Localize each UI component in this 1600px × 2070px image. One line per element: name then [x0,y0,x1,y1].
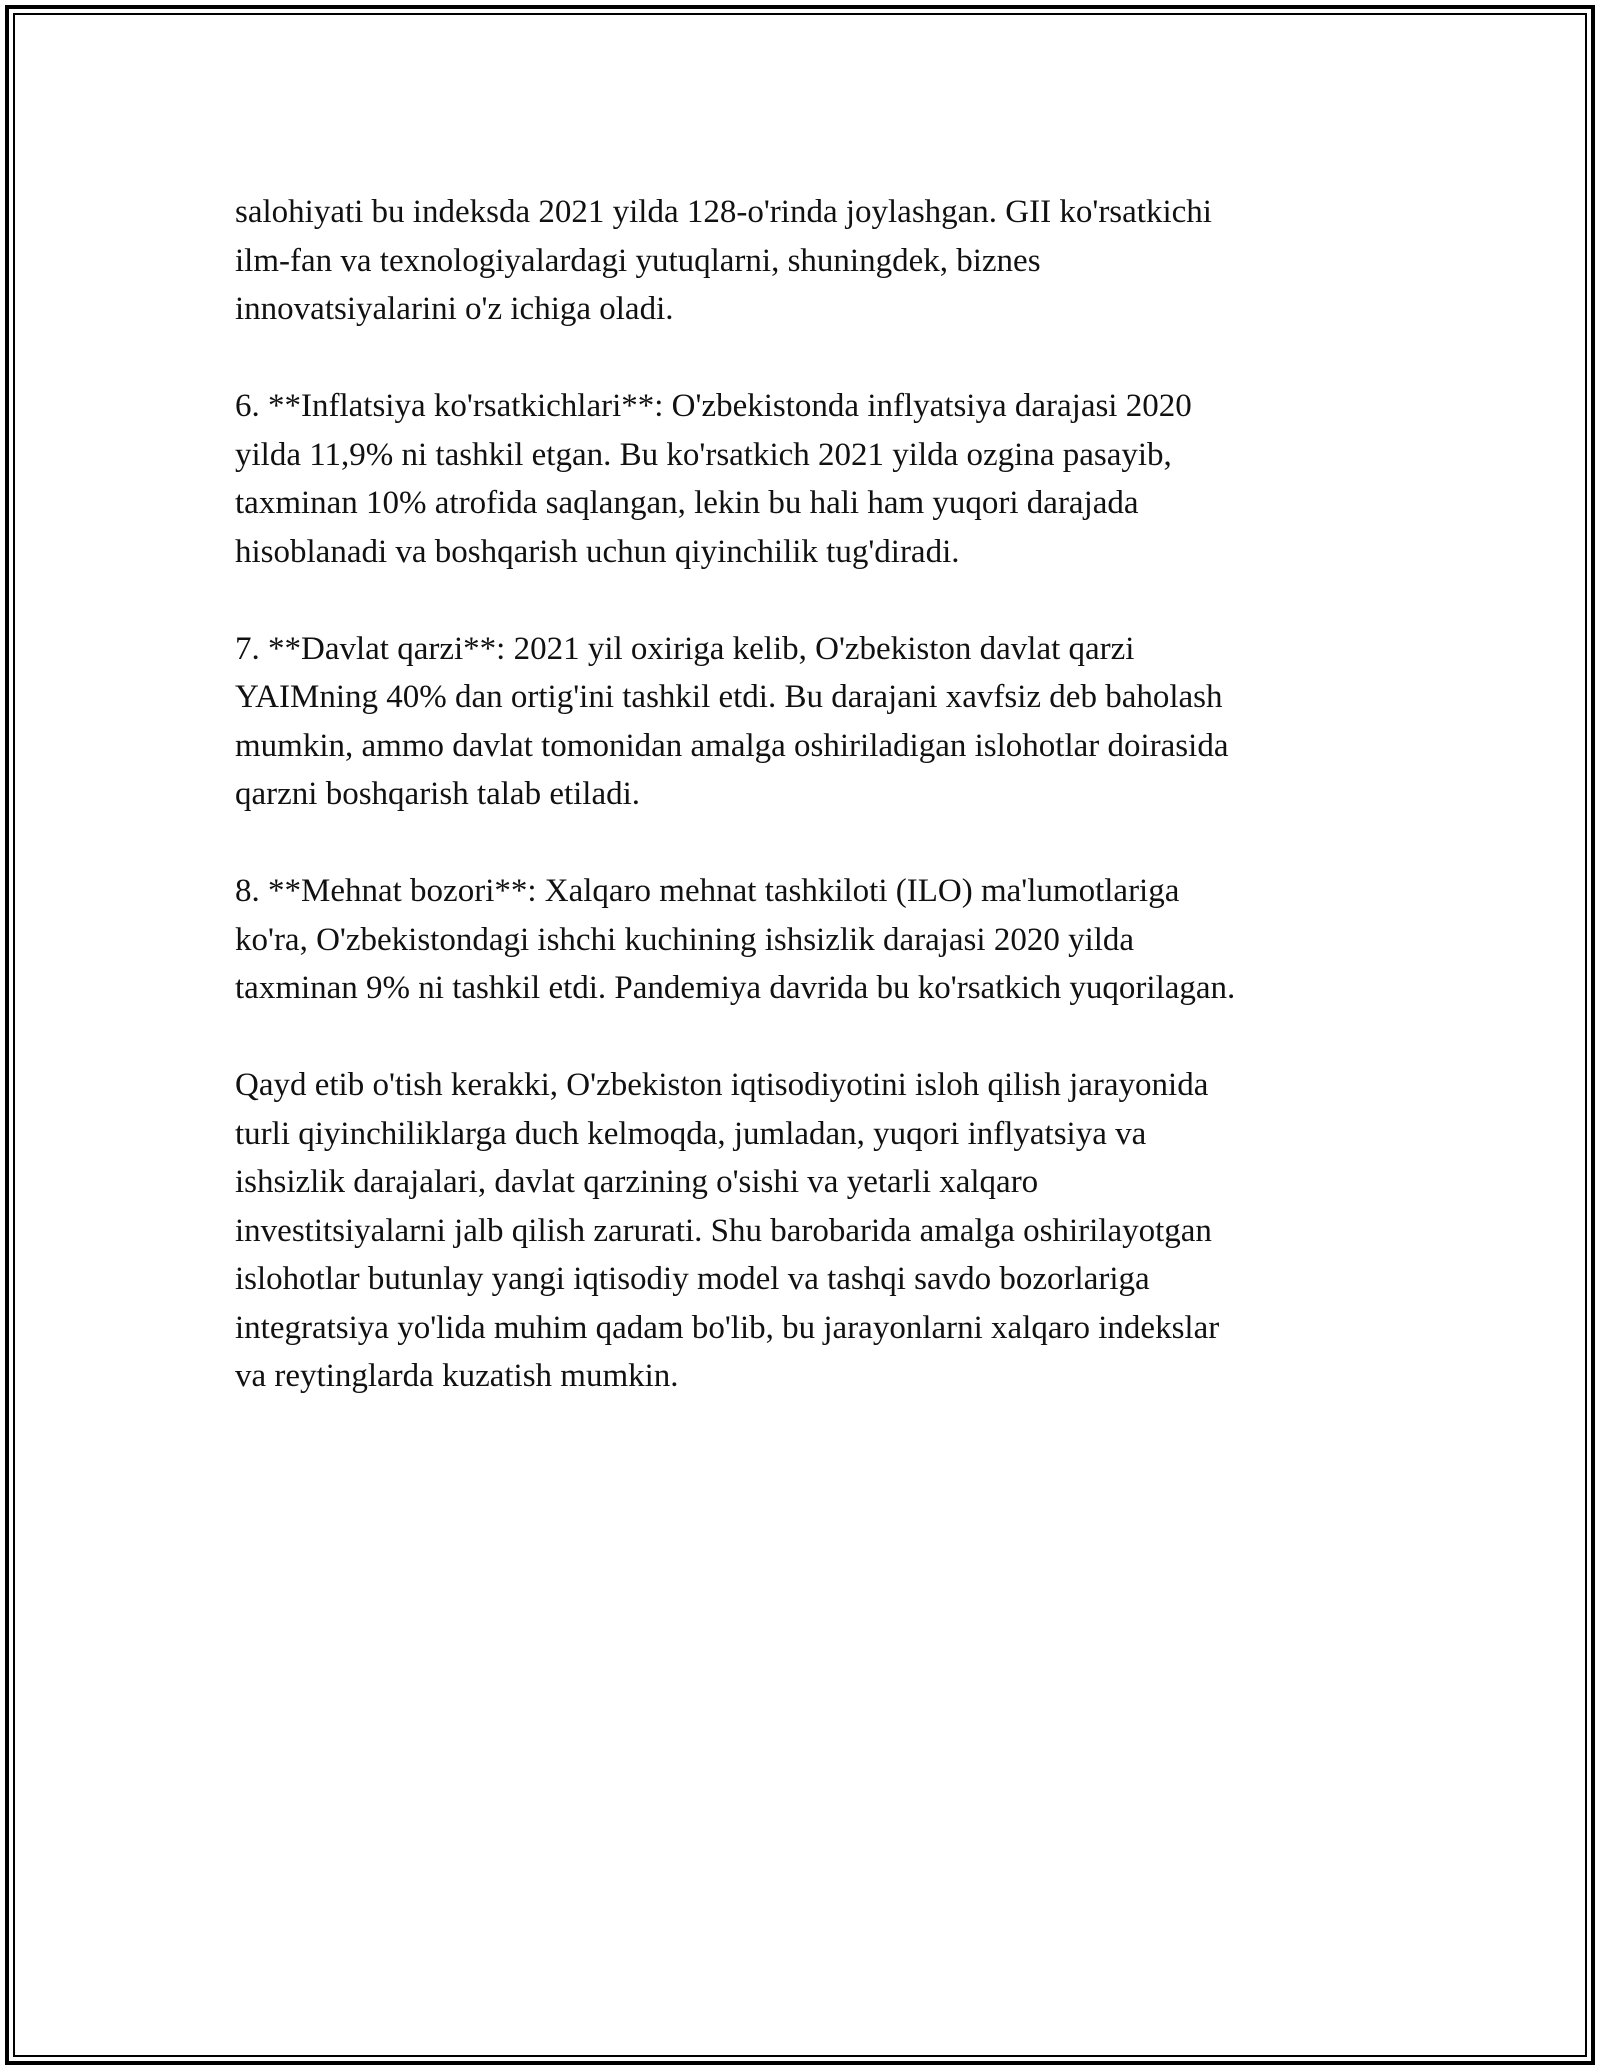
paragraph-conclusion: Qayd etib o'tish kerakki, O'zbekiston iqtisodiyotini isloh qilish jarayonida turli qiyinchiliklarga duch kelmoqda, jumladan, yuqori inflyatsiya va ishsizlik darajalari, davlat qarzining o'sishi va yetarli xalqaro investitsiyalarni jalb qilish zarurati. Shu barobarida amalga oshirilayotgan islohotlar butunlay yangi iqtisodiy model va tashqi savdo bozorlariga integratsiya yo'lida muhim qadam bo'lib, bu jarayonlarni xalqaro indekslar va reytinglarda kuzatish mumkin. [235,1067,1220,1394]
document-body [235,188,1355,1401]
paragraph-gii-intro: salohiyati bu indeksda 2021 yilda 128-o'rinda joylashgan. GII ko'rsatkichi ilm-fan va texnologiyalardagi yutuqlarni, shuningdek, biznes innovatsiyalarini o'z ichiga oladi. [235,194,1212,327]
paragraph-public-debt: 7. **Davlat qarzi**: 2021 yil oxiriga kelib, O'zbekiston davlat qarzi YAIMning 40% dan ortig'ini tashkil etdi. Bu darajani xavfsiz deb baholash mumkin, ammo davlat tomonidan amalga oshiriladigan islohotlar doirasida qarzni boshqarish talab etiladi. [235,630,1229,812]
paragraph-inflation: 6. **Inflatsiya ko'rsatkichlari**: O'zbekistonda inflyatsiya darajasi 2020 yilda 11,9% ni tashkil etgan. Bu ko'rsatkich 2021 yilda ozgina pasayib, taxminan 10% atrofida saqlangan, lekin bu hali ham yuqori darajada hisoblanadi va boshqarish uchun qiyinchilik tug'diradi. [235,388,1192,570]
paragraph-labor-market: 8. **Mehnat bozori**: Xalqaro mehnat tashkiloti (ILO) ma'lumotlariga ko'ra, O'zbekistondagi ishchi kuchining ishsizlik darajasi 2020 yilda taxminan 9% ni tashkil etdi. Pandemiya davrida bu ko'rsatkich yuqorilagan. [235,873,1236,1006]
